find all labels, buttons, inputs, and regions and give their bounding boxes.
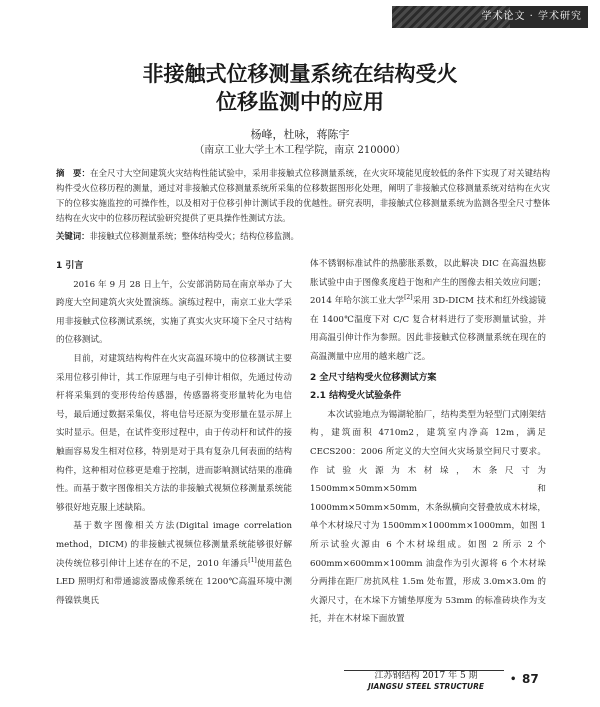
footer-bullet: • — [510, 674, 517, 685]
affiliation: （南京工业大学土木工程学院，南京 210000） — [194, 145, 406, 156]
paragraph-intro-2: 目前，对建筑结构构件在火灾高温环境中的位移测试主要采用位移引伸计，其工作原理与电子引伸计相似，先通过传动杆将采集到的变形传给传感器，传感器将变形量转化为电信号，最后通过数据采集仪，将电信号还原为变形量在显示屏上实时显示。但是，在试件变形过程中，由于传动杆和试件的接触面容易发生相对位移，特别是对于具有复杂几何表面的结构构件，这种相对位移更是难于控制，进而影响测试结果的准确性。而基于数字图像相关方法的非接触式视频位移测量系统能够很好地克服上述缺陷。 — [56, 353, 292, 513]
abstract — [56, 166, 550, 226]
title-line-2: 位移监测中的应用 — [216, 90, 384, 114]
page-number: 87 — [522, 672, 539, 686]
paragraph-intro-3 — [56, 517, 292, 610]
paragraph-continued-text-a: 体不锈钢标准试件的热膨胀系数，以此解决 DIC 在高温热膨胀试验中由于图像炙度趋于饱和产生的图像去相关效应问题；2014 年哈尔滨工业大学 — [310, 259, 546, 307]
paragraph-continued — [310, 255, 546, 367]
citation-ref-2: [2] — [404, 294, 413, 302]
paper-title — [0, 60, 600, 116]
citation-ref-1: [1] — [248, 556, 257, 564]
right-column — [310, 255, 546, 629]
paragraph-continued-text-b: 采用 3D-DICM 技术和红外线滤镜在 1400℃温度下对 C/C 复合材料进行了变形测量试验，并用高温引伸计作为参照。因此非接触式位移测量系统在现在的高温测量中应用的越来越广泛。 — [310, 296, 546, 362]
paragraph-intro-3-text-a: 基于数字图像相关方法(Digital image correlation method，DICM) 的非接触式视频位移测量系统能够很好解决传统位移引伸计上述存在的不足，2010 年潘兵 — [56, 521, 292, 569]
paragraph-intro-3-text-b: 使用蓝色 LED 照明灯和带通滤波器成像系统在 1200℃高温环境中测得镍铁奥氏 — [56, 558, 292, 606]
abstract-text: 在全尺寸大空间建筑火灾结构性能试验中，采用非接触式位移测量系统，在火灾环境能见度较低的条件下实现了对关键结构构件受火位移历程的测量，通过对非接触式位移测量系统所采集的位移数据图形化处理，阐明了非接触式位移测量系统对结构在火灾下的位移实施监控的可操作性，以及相对于位移引伸计测试手段的优越性。研究表明，非接触式位移测量系统为监测各型全尺寸整体结构在火灾中的位移历程试验研究提供了更具操作性测试方法。 — [56, 168, 551, 223]
section-2-heading: 2 全尺寸结构受火位移测试方案 — [310, 372, 437, 383]
footer-journal-name-en: JIANGSU STEEL STRUCTURE — [367, 682, 485, 691]
keywords-text: 非接触式位移测量系统；整体结构受火；结构位移监测。 — [89, 231, 299, 241]
section-1-heading: 1 引言 — [56, 261, 84, 271]
section-2-1-heading: 2.1 结构受火试验条件 — [310, 391, 402, 402]
footer-journal-name: 江苏钢结构 2017 年 5 期 — [374, 671, 478, 681]
left-column — [56, 255, 292, 610]
banner-text: 学术论文 · 学术研究 — [481, 11, 582, 22]
paragraph-test-conditions: 本次试验地点为锡湖轮胎厂，结构类型为轻型门式刚架结构，建筑面积 4710m2，建筑室内净高 12m，满足 CECS200：2006 所定义的大空间火灾场景空间尺寸要求。作试验火源为木材垛，木条尺寸为 1500mm×50mm×50mm 和 1000mm×50mm×50mm，木条纵横向交替叠放成木材垛，单个木材垛尺寸为 1500mm×1000mm×1000mm，如图 1 所示试验火源由 6 个木材垛组成。如图 2 所示 2 个 600mm×600mm×100mm 油盘作为引火源将 6 个木材垛分两排在距厂房抗风柱 1.5m 处布置，形成 3.0m×3.0m 的火源尺寸，在木垛下方铺垫厚度为 53mm 的标准砖块作为支托，并在木材垛下面放置 — [310, 409, 546, 625]
abstract-label: 摘 要： — [56, 168, 91, 178]
keywords-label: 关键词： — [56, 231, 90, 241]
journal-header-banner — [392, 6, 588, 28]
keywords — [56, 229, 550, 243]
title-line-1: 非接触式位移测量系统在结构受火 — [142, 62, 458, 86]
paragraph-intro-1: 2016 年 9 月 28 日上午，公安部消防局在南京举办了大跨度大空间建筑火灾处置演练。演练过程中，南京工业大学采用非接触式位移测试系统，实施了真实火灾环境下全尺寸结构的位移测试。 — [56, 279, 292, 346]
authors: 杨峰，杜咏，蒋陈宇 — [250, 128, 350, 141]
